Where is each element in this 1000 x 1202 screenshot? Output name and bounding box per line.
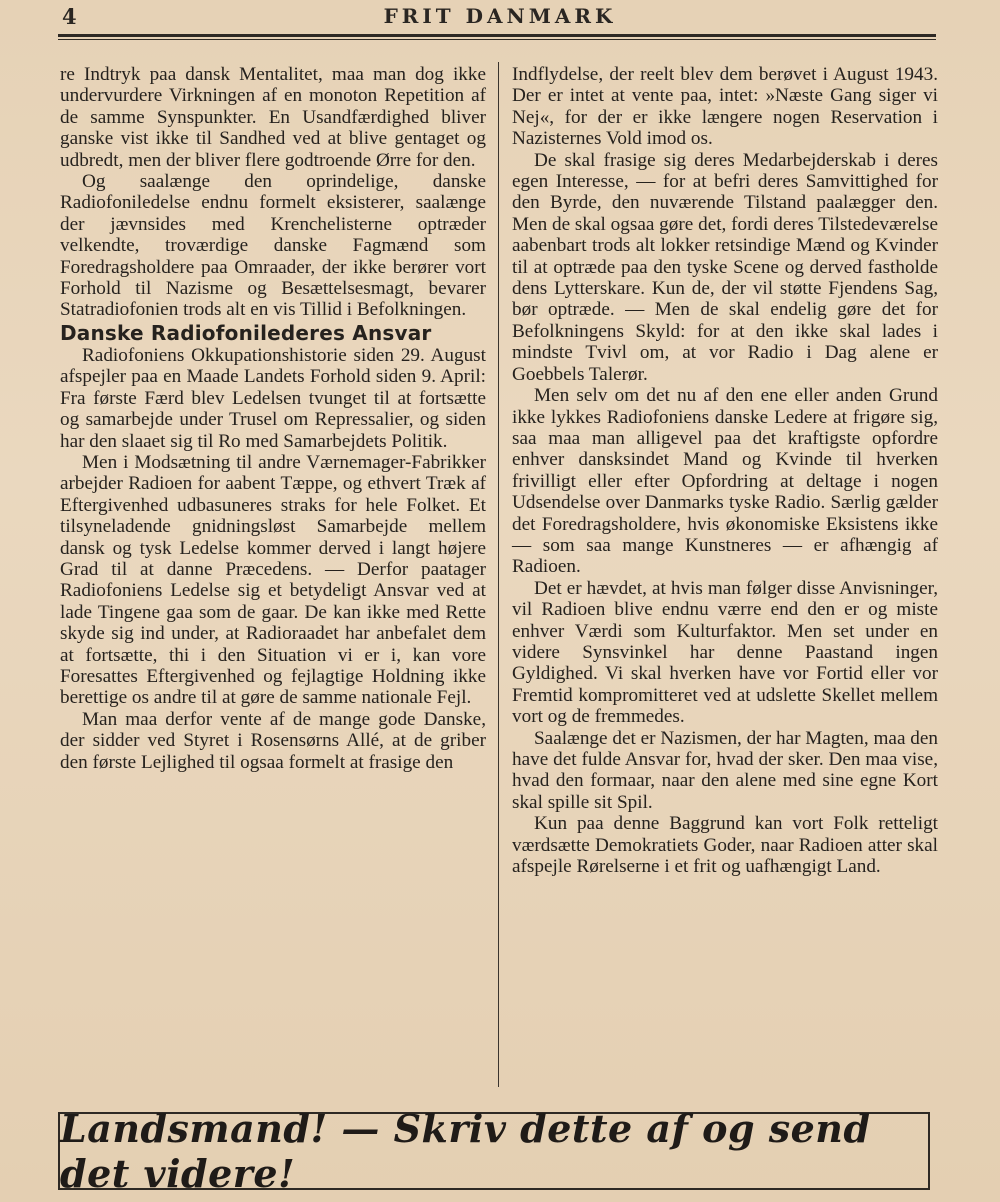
page-number: 4 (62, 4, 77, 29)
paragraph: Det er hævdet, at hvis man følger disse Anvisninger, vil Radioen blive endnu værre end den er og miste enhver Værdi som Kulturfaktor. Men set under en videre Synsvinkel har denne Paastand ingen Gyldighed. Vi skal hverken have vor Fortid eller vor Fremtid kompromitteret ved at udslette Skellet mellem vort og de fremmedes. (512, 577, 938, 728)
paragraph: De skal frasige sig deres Medarbejderskab i deres egen Interesse, — for at befri deres Samvittighed for den Byrde, den nuværende Tilstand paalægger den. Men de skal ogsaa gøre det, fordi deres Tilstedeværelse aabenbart trods alt lokker retsindige Mænd og Kvinder til at optræde paa den tyske Scene og derved fastholde dens Lytterskare. Kun de, der vil støtte Fjendens Sag, bør optræde. — Men de skal endelig gøre det for Befolkningens Skyld: for at den ikke skal lades i mindste Tvivl om, at vor Radio i Dag alene er Goebbels Talerør. (512, 149, 938, 385)
column-divider (498, 62, 499, 1087)
paragraph: Men selv om det nu af den ene eller anden Grund ikke lykkes Radiofoniens danske Ledere at frigøre sig, saa maa man alligevel paa det kraftigste opfordre enhver dansksindet Mand og Kvinde til hverken frivilligt eller efter Opfordring at deltage i nogen Udsendelse over Danmarks tyske Radio. Særlig gælder det Foredragsholdere, hvis økonomiske Eksistens ikke — som saa mange Kunstneres — er afhængig af Radioen. (512, 385, 938, 578)
paragraph: Indflydelse, der reelt blev dem berøvet i August 1943. Der er intet at vente paa, intet: »Næste Gang siger vi Nej«, for der er ikke længere nogen Reservation i Nazisternes Vold imod os. (512, 64, 938, 150)
paragraph: Men i Modsætning til andre Værnemager-Fabrikker arbejder Radioen for aabent Tæppe, og ethvert Træk af Eftergivenhed udbasuneres straks for hele Folket. Et tilsyneladende gnidningsløst Samarbejde mellem dansk og tysk Ledelse kommer derved i langt højere Grad til at danne Præcedens. — Derfor paatager Radiofoniens Ledelse sig et betydeligt Ansvar ved at lade Tingene gaa som de gaar. De kan ikke med Rette skyde sig ind under, at Radioraadet har anbefalet dem at fortsætte, thi i den Situation vi er i, kan vore Foresattes Eftergivenhed og fejlagtige Holdning ikke berettige os andre til at gøre de samme nationale Fejl. (60, 451, 486, 709)
slogan-text: Landsmand! — Skriv dette af og send det videre! (60, 1106, 871, 1196)
paragraph: Saalænge det er Nazismen, der har Magten, maa den have det fulde Ansvar for, hvad der sker. Den maa vise, hvad den formaar, naar den alene med sine egne Kort skal spille sit Spil. (512, 727, 938, 813)
paragraph: Kun paa denne Baggrund kan vort Folk retteligt værdsætte Demokratiets Goder, naar Radioen atter skal afspejle Rørelserne i et frit og uafhængigt Land. (512, 813, 938, 878)
newspaper-title: FRIT DANMARK (383, 4, 617, 28)
paragraph: Og saalænge den oprindelige, danske Radiofoniledelse endnu formelt eksisterer, saalænge der jævnsides med Krenchelisterne optræder velkendte, troværdige danske Fagmænd som Foredragsholdere paa Omraader, der ikke berører vort Forhold til Nazisme og Besættelsesmagt, bevarer Statradiofonien trods alt en vis Tillid i Befolkningen. (60, 171, 486, 321)
header-rule (58, 34, 936, 37)
paragraph: re Indtryk paa dansk Mentalitet, maa man dog ikke undervurdere Virkningen af en monoton Repetition af de samme Synspunkter. En Usandfærdighed bliver ganske vist ikke til Sandhed ved at blive gentaget og udbredt, men der bliver flere godtroende Ørre for den. (60, 64, 486, 171)
right-column (512, 64, 938, 877)
section-heading: Danske Radiofonilederes Ansvar (60, 320, 432, 345)
paragraph: Man maa derfor vente af de mange gode Danske, der sidder ved Styret i Rosensørns Allé, at de griber den første Lejlighed til ogsaa formelt at frasige den (60, 708, 486, 773)
paragraph: Radiofoniens Okkupationshistorie siden 29. August afspejler paa en Maade Landets Forhold siden 9. April: Fra første Færd blev Ledelsen tvunget til at fortsætte og samarbejde under Trusel om Repressalier, og siden har den slaaet sig til Ro med Samarbejdets Politik. (60, 344, 486, 452)
left-column (60, 64, 486, 773)
slogan-banner (58, 1106, 930, 1196)
page-header (56, 4, 944, 30)
header-rule-thin (58, 39, 936, 40)
